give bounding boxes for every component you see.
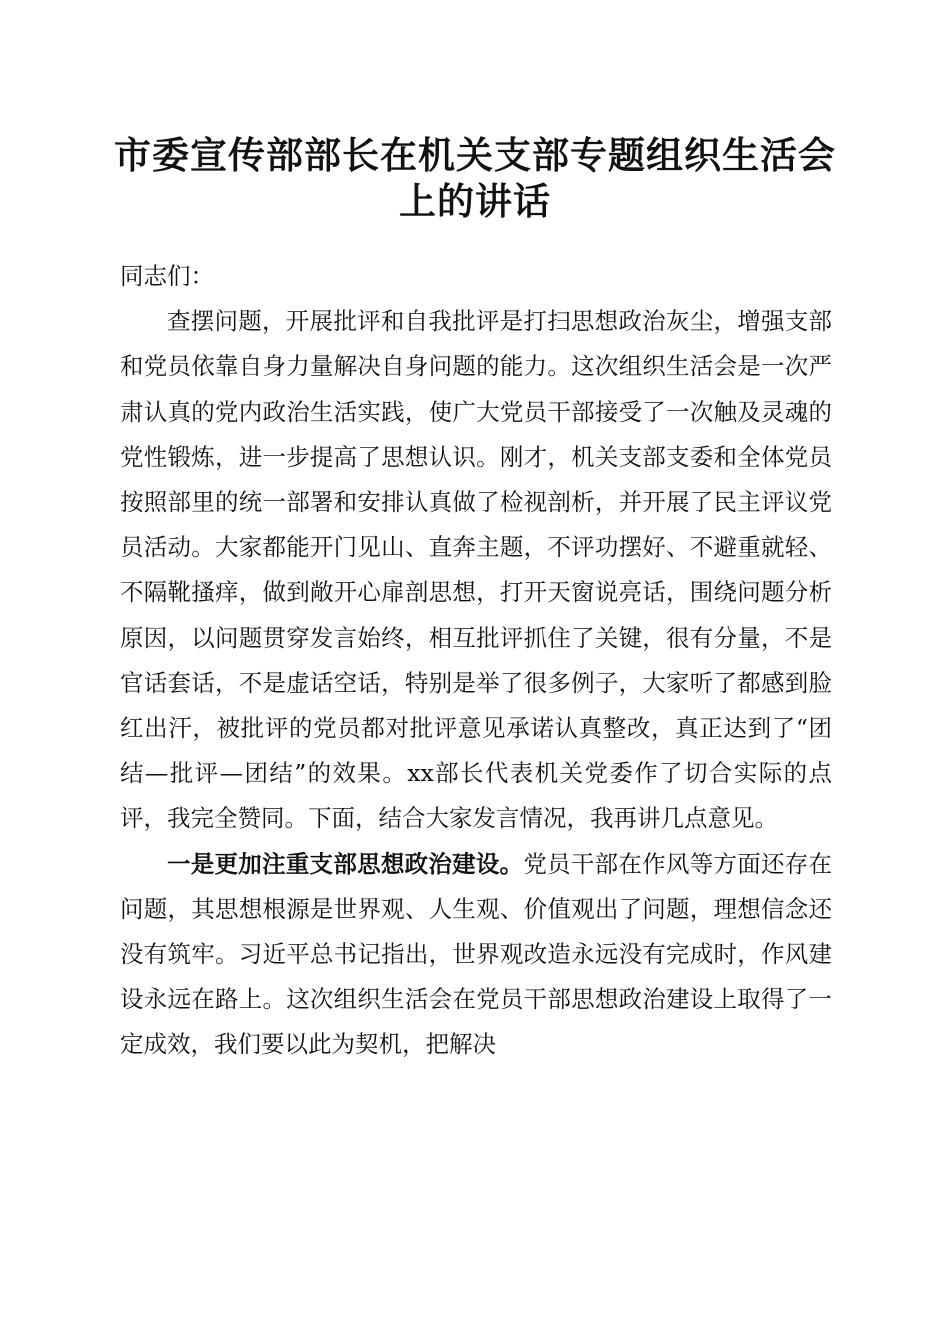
salutation: 同志们：: [120, 262, 214, 290]
paragraph-intro: 查摆问题，开展批评和自我批评是打扫思想政治灰尘，增强支部和党员依靠自身力量解决自身问题的能力。这次组织生活会是一次严肃认真的党内政治生活实践，使广大党员干部接受了一次触及灵魂的党性锻炼，进一步提高了思想认识。刚才，机关支部支委和全体党员按照部里的统一部署和安排认真做了检视剖析，并开展了民主评议党员活动。大家都能开门见山、直奔主题，不评功摆好、不避重就轻、不隔靴搔痒，做到敞开心扉剖思想，打开天窗说亮话，围绕问题分析原因，以问题贯穿发言始终，相互批评抓住了关键，很有分量，不是官话套话，不是虚话空话，特别是举了很多例子，大家听了都感到脸红出汗，被批评的党员都对批评意见承诺认真整改，真正达到了“团结—批评—团结”的效果。xx部长代表机关党委作了切合实际的点评，我完全赞同。下面，结合大家发言情况，我再讲几点意见。: [120, 307, 832, 833]
document-title: 市委宣传部部长在机关支部专题组织生活会上的讲话: [114, 133, 836, 223]
point-one-heading: 一是更加注重支部思想政治建设。: [167, 849, 524, 878]
paragraph-point-one: [120, 842, 832, 1068]
point-one-body: 党员干部在作风等方面还存在问题，其思想根源是世界观、人生观、价值观出了问题，理想信念还没有筑牢。习近平总书记指出，世界观改造永远没有完成时，作风建设永远在路上。这次组织生活会在党员干部思想政治建设上取得了一定成效，我们要以此为契机，把解决: [120, 849, 833, 1059]
document-body: [120, 254, 832, 1068]
